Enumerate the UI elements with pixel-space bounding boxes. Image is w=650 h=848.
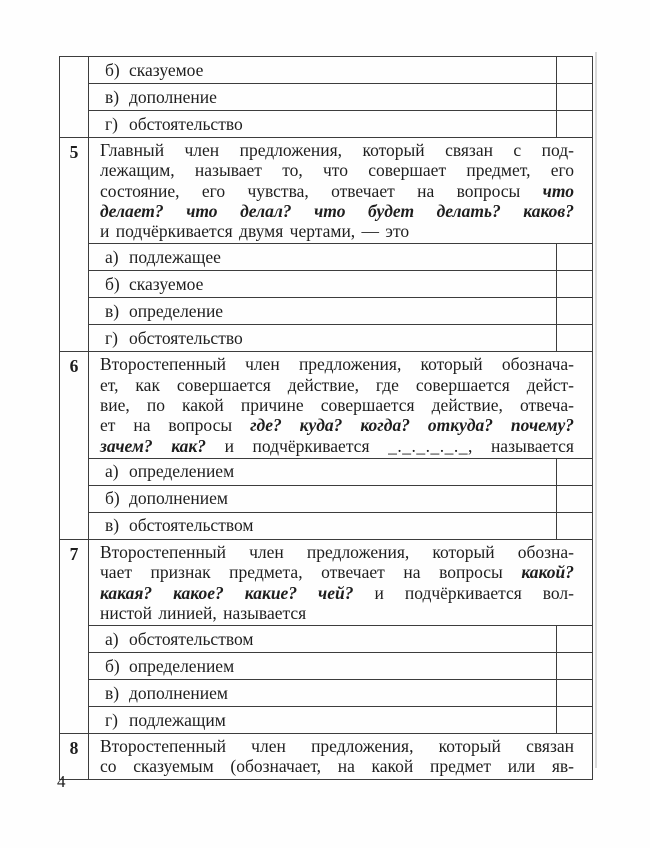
option-letter: а) <box>105 246 119 267</box>
question-text <box>89 352 593 458</box>
option-text: обстоятельством <box>129 515 254 536</box>
table-row <box>60 539 593 625</box>
text-segment: Главный член предложения, который связан с под- <box>100 140 574 160</box>
question-number: 7 <box>60 539 89 733</box>
question-text-line <box>100 562 574 582</box>
answer-option <box>89 680 557 707</box>
question-text-line <box>100 736 574 756</box>
option-letter: г) <box>105 113 119 134</box>
answer-box <box>557 680 593 707</box>
question-text-line <box>100 395 574 415</box>
option-letter: б) <box>105 488 120 509</box>
text-segment: со сказуемым (обозначает, на какой предмет или яв- <box>100 756 574 777</box>
question-text-line <box>100 201 574 221</box>
answer-box <box>557 626 593 653</box>
answer-option <box>89 626 557 653</box>
question-text-line <box>100 603 574 623</box>
answer-box <box>557 298 593 325</box>
text-segment: вие, по какой причине совершается действие, отвеча- <box>100 395 574 416</box>
table-row <box>60 458 593 485</box>
option-letter: г) <box>105 709 119 730</box>
option-text: подлежащим <box>129 709 226 730</box>
answer-box <box>557 271 593 298</box>
question-words-bold: где? куда? когда? откуда? почему? <box>250 415 574 436</box>
text-segment: ет на вопросы <box>100 415 251 436</box>
option-letter: в) <box>105 300 120 321</box>
quiz-table <box>59 56 593 780</box>
table-row <box>60 298 593 325</box>
text-segment: состояние, его чувства, отвечает на вопросы <box>100 180 543 201</box>
text-segment: , называется <box>467 435 574 456</box>
answer-box <box>557 458 593 485</box>
question-text-line <box>100 583 574 603</box>
question-number: 6 <box>60 352 89 539</box>
answer-option <box>89 707 557 734</box>
option-text: сказуемое <box>129 273 204 294</box>
option-letter: б) <box>105 655 120 676</box>
question-text <box>89 734 593 780</box>
option-text: определение <box>129 300 224 321</box>
table-row <box>60 138 593 244</box>
page-scan-edge <box>595 52 597 768</box>
answer-option <box>89 111 557 138</box>
question-words-bold: что <box>542 180 574 201</box>
table-row <box>60 111 593 138</box>
question-text-line <box>100 221 574 241</box>
table-row <box>60 512 593 539</box>
answer-option <box>89 244 557 271</box>
answer-option <box>89 84 557 111</box>
text-segment: Второстепенный член предложения, который связан <box>100 736 574 757</box>
text-segment: и подчёркивается двумя чертами, — это <box>100 221 410 242</box>
option-letter: в) <box>105 682 120 703</box>
question-text-line <box>100 756 574 776</box>
table-row <box>60 244 593 271</box>
table-row <box>60 653 593 680</box>
text-segment: и подчёркивается <box>206 435 389 456</box>
answer-option <box>89 458 557 485</box>
answer-option <box>89 298 557 325</box>
option-text: дополнение <box>129 86 217 107</box>
table-row <box>60 707 593 734</box>
question-text-line <box>100 181 574 201</box>
question-text <box>89 539 593 625</box>
option-letter: г) <box>105 327 119 348</box>
page-number: 4 <box>57 772 66 791</box>
option-text: обстоятельством <box>129 628 254 649</box>
option-text: сказуемое <box>129 59 204 80</box>
answer-box <box>557 512 593 539</box>
table-row <box>60 680 593 707</box>
table-row <box>60 734 593 780</box>
table-row <box>60 271 593 298</box>
question-words-bold: какая? какое? какие? чей? <box>100 582 354 603</box>
question-text-line <box>100 436 574 456</box>
answer-box <box>557 653 593 680</box>
table-row <box>60 57 593 84</box>
question-text-line <box>100 354 574 374</box>
text-segment: лежащим, называет то, что совершает предмет, его <box>100 160 574 181</box>
answer-box <box>557 244 593 271</box>
dashdot-blank: _._._._._._ <box>388 435 468 456</box>
answer-option <box>89 485 557 512</box>
table-row <box>60 485 593 512</box>
question-text <box>89 138 593 244</box>
option-text: обстоятельство <box>129 327 243 348</box>
option-text: определением <box>129 461 235 482</box>
question-text-line <box>100 160 574 180</box>
text-segment: ет, как совершается действие, где совершается дейст- <box>100 374 574 395</box>
question-text-line <box>100 542 574 562</box>
answer-box <box>557 707 593 734</box>
question-text-line <box>100 140 574 160</box>
option-text: дополнением <box>129 682 228 703</box>
option-text: дополнением <box>129 488 228 509</box>
answer-option <box>89 325 557 352</box>
option-letter: в) <box>105 515 120 536</box>
option-text: обстоятельство <box>129 113 243 134</box>
option-letter: а) <box>105 461 119 482</box>
answer-box <box>557 485 593 512</box>
text-segment: и подчёркивается вол- <box>353 582 574 603</box>
table-row <box>60 626 593 653</box>
answer-box <box>557 57 593 84</box>
text-segment: Второстепенный член предложения, который обозна- <box>100 541 574 562</box>
answer-option <box>89 653 557 680</box>
answer-option <box>89 271 557 298</box>
option-letter: в) <box>105 86 120 107</box>
text-segment: чает признак предмета, отвечает на вопросы <box>100 562 522 583</box>
question-words-bold: какой? <box>521 562 574 583</box>
option-letter: а) <box>105 628 119 649</box>
question-text-line <box>100 415 574 435</box>
answer-box <box>557 84 593 111</box>
option-text: определением <box>129 655 235 676</box>
question-words-bold: зачем? как? <box>100 435 206 456</box>
table-row <box>60 84 593 111</box>
answer-option <box>89 512 557 539</box>
question-text-line <box>100 375 574 395</box>
option-letter: б) <box>105 59 120 80</box>
text-segment: Второстепенный член предложения, который обознача- <box>100 354 574 375</box>
question-number: 8 <box>60 734 89 780</box>
answer-box <box>557 325 593 352</box>
question-number: 5 <box>60 138 89 352</box>
answer-box <box>557 111 593 138</box>
text-segment: нистой линией, называется <box>100 602 307 623</box>
table-row <box>60 352 593 458</box>
question-words-bold: делает? что делал? что будет делать? каков? <box>100 200 574 221</box>
table-row <box>60 325 593 352</box>
option-letter: б) <box>105 273 120 294</box>
question-number <box>60 57 89 138</box>
option-text: подлежащее <box>129 246 221 267</box>
answer-option <box>89 57 557 84</box>
